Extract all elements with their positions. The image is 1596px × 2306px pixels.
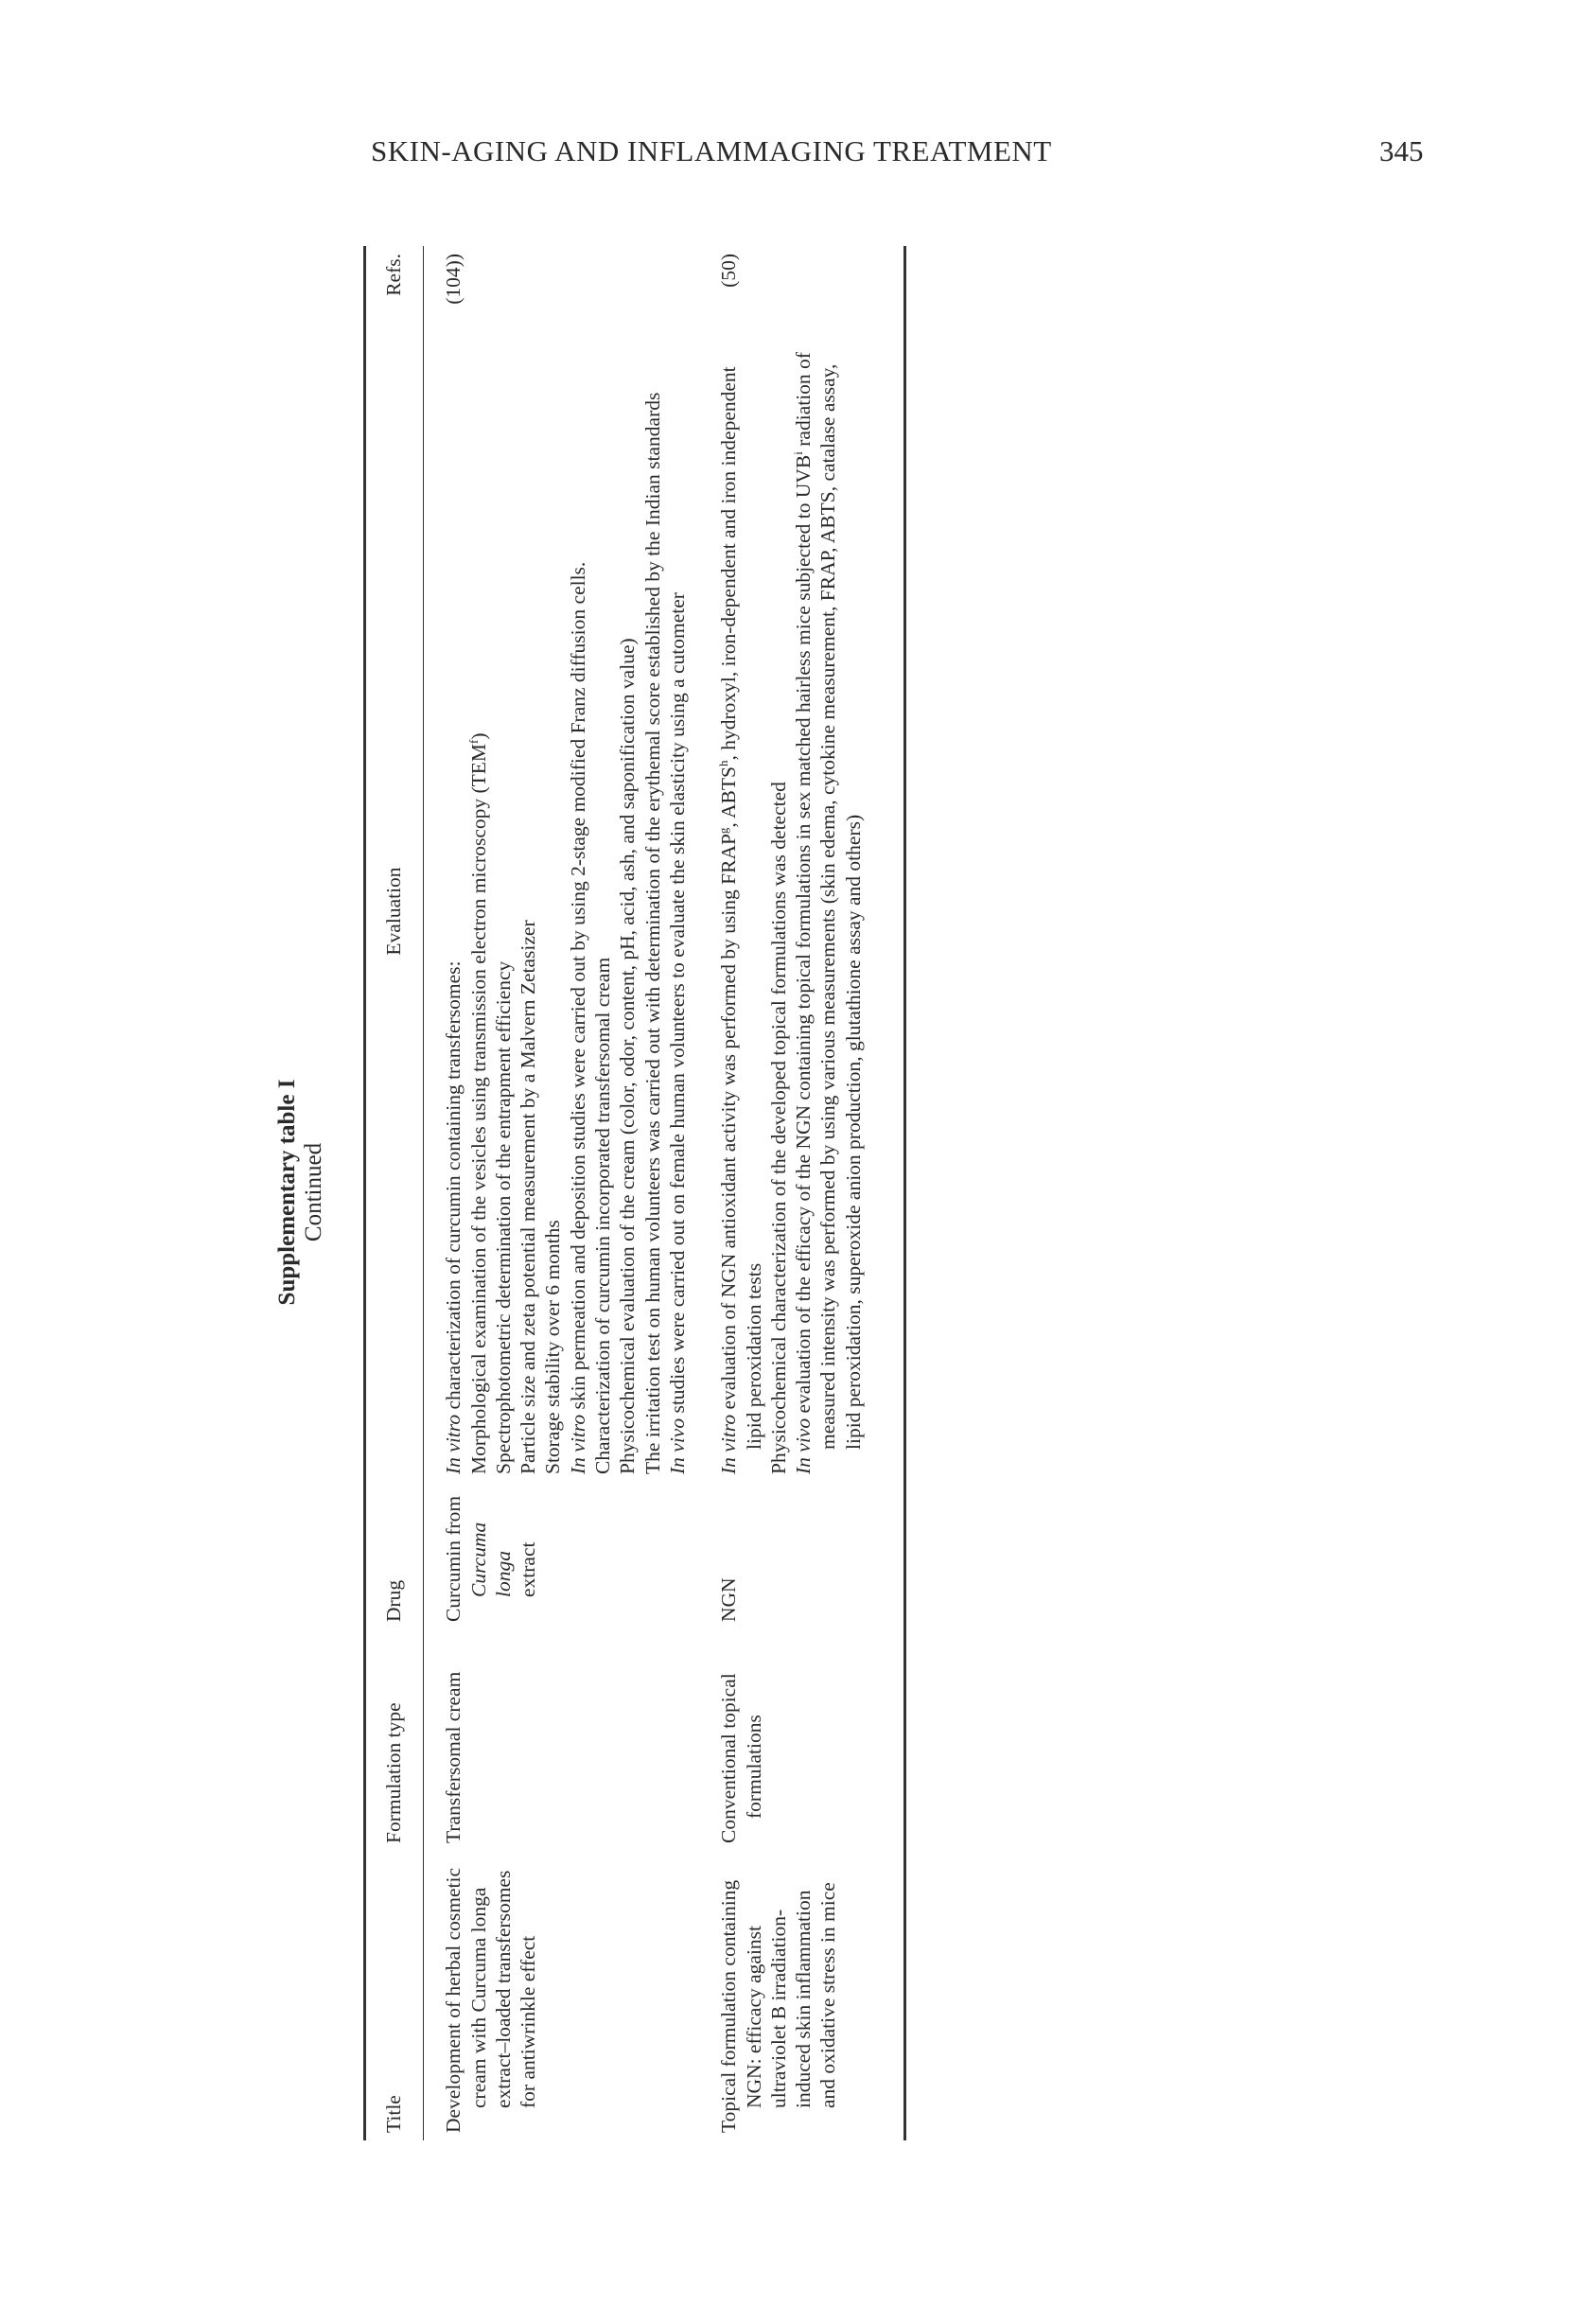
evaluation-item (791, 348, 866, 1474)
footnote-mark: h (716, 760, 731, 767)
evaluation-text: radiation of measured intensity was performed by using various measurements (skin edema, cytokine measurement, FRAP, ABTS, catalase assay, lipid peroxidation, superoxide anion production, glutathione assay and others) (792, 352, 865, 1450)
cell-ref: (104)) (442, 254, 465, 305)
cell-formulation: Transfersomal cream (442, 1671, 465, 1843)
emphasis: In vitro (566, 1414, 589, 1474)
header-title: Title (365, 1851, 424, 2140)
row2-title: Topical formulation containing NGN: efficacy against ultraviolet B irradiation-induced skin inflammation and oxidative stress in mice (717, 1879, 840, 2133)
row2-formulation: Conventional topical formulations (717, 1673, 765, 1843)
evaluation-item: The irritation test on human volunteers was carried out with determination of the erythemal score established by the Indian standards (640, 392, 664, 1474)
cell-formulation (699, 1629, 904, 1851)
cell-drug (424, 1482, 699, 1629)
cell-evaluation (424, 341, 699, 1482)
footnote-mark: i (791, 451, 805, 455)
footnote-mark: g (716, 827, 731, 835)
rotated-table-region (274, 151, 1447, 2233)
caption-title: Supplementary table I (274, 1079, 300, 1306)
emphasis: In vivo (665, 1417, 689, 1474)
drug-species: Curcuma longa (466, 1522, 515, 1597)
cell-ref: (50) (699, 246, 904, 341)
cell-title (699, 1851, 904, 2140)
evaluation-text: , hydroxyl, iron-dependent and iron independent lipid peroxidation tests (717, 366, 765, 1450)
evaluation-text: studies were carried out on female human volunteers to evaluate the skin elasticity using a cutometer (665, 592, 689, 1418)
evaluation-text: , ABTS (717, 766, 741, 828)
evaluation-text: evaluation of the efficacy of the NGN containing topical formulations in sex matched hairless mice subjected to UVB (792, 454, 816, 1418)
evaluation-item (665, 348, 690, 1474)
header-refs: Refs. (365, 246, 424, 341)
evaluation-item: Particle size and zeta potential measurement by a Malvern Zetasizer (517, 920, 540, 1474)
evaluation-item (466, 348, 491, 1474)
cell-evaluation (699, 341, 904, 1482)
cell-title (424, 1851, 699, 2140)
table-header-row (365, 246, 424, 2140)
header-formulation-type: Formulation type (365, 1629, 424, 1851)
table-row (699, 246, 904, 2140)
drug-line: Curcumin from (442, 1495, 465, 1622)
evaluation-item: Physicochemical evaluation of the cream (color, odor, content, pH, acid, ash, and saponification value) (616, 638, 640, 1474)
running-head: SKIN-AGING AND INFLAMMAGING TREATMENT (371, 134, 1052, 167)
footnote-mark: f (465, 739, 481, 744)
supplementary-table (363, 246, 906, 2140)
evaluation-text: Morphological examination of the vesicles using transmission electron microscopy (TEM (466, 743, 490, 1474)
evaluation-item: Characterization of curcumin incorporated transfersomal cream (591, 957, 615, 1474)
evaluation-item: Spectrophotometric determination of the entrapment efficiency (491, 960, 515, 1474)
emphasis: In vitro (717, 1414, 741, 1474)
evaluation-text: characterization of curcumin containing transfersomes: (442, 960, 465, 1415)
evaluation-text: evaluation of NGN antioxidant activity was performed by using FRAP (717, 834, 741, 1415)
row1-title: Development of herbal cosmetic cream with Curcuma longa extract–loaded transfersomes for antiwrinkle effect (442, 1868, 540, 2133)
evaluation-item: Storage stability over 6 months (541, 1220, 565, 1474)
cell-drug: NGN (699, 1482, 904, 1629)
page-number: 345 (1379, 134, 1424, 167)
table-wrapper (363, 246, 906, 2140)
emphasis: In vitro (442, 1414, 465, 1474)
evaluation-item: Physicochemical characterization of the developed topical formulations was detected (766, 782, 790, 1474)
evaluation-item (716, 348, 766, 1474)
header-drug: Drug (365, 1482, 424, 1629)
evaluation-text: ) (466, 732, 490, 740)
header-evaluation: Evaluation (365, 341, 424, 1482)
drug-line (466, 1489, 517, 1622)
table-caption (274, 151, 327, 2233)
drug-line: extract (517, 1541, 540, 1597)
table-row (424, 246, 699, 2140)
caption-subtitle: Continued (301, 1142, 326, 1242)
evaluation-item (566, 348, 590, 1474)
emphasis: In vivo (792, 1417, 816, 1474)
evaluation-text: skin permeation and deposition studies were carried out by using 2-stage modified Franz diffusion cells. (566, 561, 589, 1415)
evaluation-item (441, 348, 465, 1474)
